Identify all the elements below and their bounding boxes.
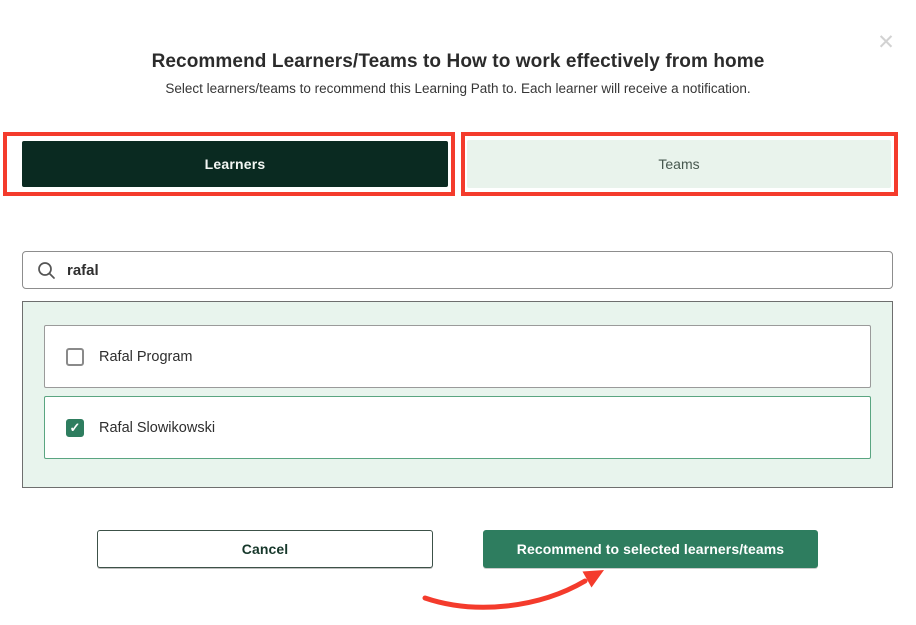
tab-teams-label: Teams bbox=[658, 156, 700, 172]
result-label: Rafal Program bbox=[99, 348, 193, 365]
search-field[interactable] bbox=[22, 251, 893, 289]
check-icon: ✓ bbox=[69, 420, 81, 435]
result-label: Rafal Slowikowski bbox=[99, 419, 216, 436]
tab-learners-label: Learners bbox=[204, 156, 266, 172]
search-input[interactable] bbox=[67, 262, 847, 279]
tab-teams[interactable] bbox=[467, 140, 891, 188]
modal-subtitle: Select learners/teams to recommend this Learning Path to. Each learner will receive a notification. bbox=[165, 81, 751, 96]
modal-title: Recommend Learners/Teams to How to work effectively from home bbox=[151, 51, 765, 72]
annotation-arrow bbox=[413, 566, 613, 622]
cancel-button-label: Cancel bbox=[241, 541, 289, 557]
checkbox-checked[interactable] bbox=[66, 419, 84, 437]
recommend-submit-button[interactable] bbox=[483, 530, 818, 568]
checkbox-unchecked[interactable] bbox=[66, 348, 84, 366]
tab-learners[interactable] bbox=[22, 141, 448, 187]
search-icon bbox=[37, 261, 56, 280]
cancel-button[interactable] bbox=[97, 530, 433, 568]
recommend-submit-button-label: Recommend to selected learners/teams bbox=[516, 541, 785, 557]
result-row-rafal-program[interactable] bbox=[44, 325, 871, 388]
search-results-panel bbox=[22, 301, 893, 488]
close-icon[interactable]: ✕ bbox=[877, 31, 895, 54]
result-row-rafal-slowikowski[interactable] bbox=[44, 396, 871, 459]
